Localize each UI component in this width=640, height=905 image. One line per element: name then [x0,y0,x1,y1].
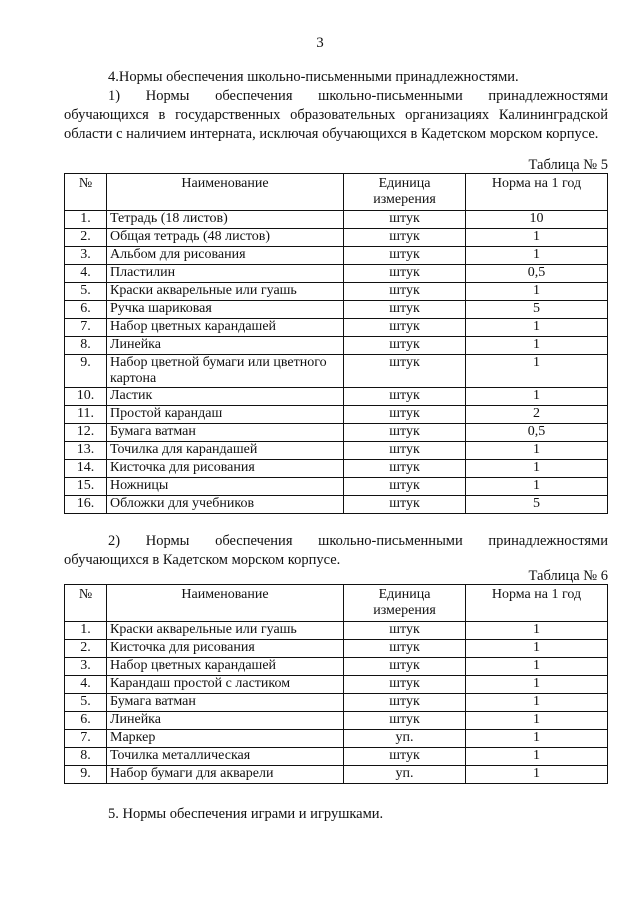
table-6 [64,584,608,784]
unit-cell: штук [344,424,466,442]
annual-norm-cell: 1 [466,337,608,355]
item-name-cell: Карандаш простой с ластиком [107,676,344,694]
unit-cell: штук [344,694,466,712]
item-name-cell: Точилка металлическая [107,748,344,766]
table-row [65,712,608,730]
table-row [65,247,608,265]
annual-norm-cell: 1 [466,658,608,676]
table-6-body [65,622,608,784]
row-number-cell: 1. [65,211,107,229]
unit-cell: штук [344,460,466,478]
item-name-cell: Пластилин [107,265,344,283]
unit-cell: штук [344,442,466,460]
unit-cell: штук [344,622,466,640]
table-row [65,265,608,283]
unit-cell: штук [344,748,466,766]
item-name-cell: Краски акварельные или гуашь [107,622,344,640]
unit-cell: штук [344,496,466,514]
row-number-cell: 5. [65,694,107,712]
unit-cell: штук [344,247,466,265]
column-header-unit: Единица измерения [344,585,466,622]
annual-norm-cell: 1 [466,460,608,478]
row-number-cell: 16. [65,496,107,514]
item-name-cell: Тетрадь (18 листов) [107,211,344,229]
table-row [65,424,608,442]
item-name-cell: Набор цветных карандашей [107,319,344,337]
row-number-cell: 7. [65,319,107,337]
annual-norm-cell: 1 [466,694,608,712]
table-row [65,301,608,319]
unit-cell: штук [344,388,466,406]
column-header-name: Наименование [107,174,344,211]
item-name-cell: Бумага ватман [107,424,344,442]
item-name-cell: Краски акварельные или гуашь [107,283,344,301]
unit-cell: штук [344,406,466,424]
item-name-cell: Ластик [107,388,344,406]
item-name-cell: Бумага ватман [107,694,344,712]
unit-cell: штук [344,301,466,319]
row-number-cell: 3. [65,658,107,676]
row-number-cell: 4. [65,265,107,283]
section-4-heading: 4.Нормы обеспечения школьно-письменными принадлежностями. [108,69,519,85]
annual-norm-cell: 1 [466,730,608,748]
table-5-body [65,211,608,514]
row-number-cell: 7. [65,730,107,748]
table-row [65,211,608,229]
annual-norm-cell: 1 [466,247,608,265]
table-row [65,766,608,784]
unit-cell: штук [344,337,466,355]
annual-norm-cell: 1 [466,478,608,496]
row-number-cell: 12. [65,424,107,442]
item-name-cell: Общая тетрадь (48 листов) [107,229,344,247]
column-header-num: № [65,174,107,211]
table-row [65,319,608,337]
row-number-cell: 5. [65,283,107,301]
row-number-cell: 11. [65,406,107,424]
table-row [65,229,608,247]
annual-norm-cell: 10 [466,211,608,229]
unit-cell: штук [344,658,466,676]
table-row [65,406,608,424]
table-5 [64,173,608,514]
row-number-cell: 1. [65,622,107,640]
annual-norm-cell: 0,5 [466,424,608,442]
table-row [65,730,608,748]
section-4-paragraph-1-text: 1) Нормы обеспечения школьно-письменными принадлежностями обучающихся в государственных образовательных организациях Калининградской области с наличием интерната, исключая обучающихся в Кадетском морском корпусе. [64,88,608,142]
annual-norm-cell: 1 [466,442,608,460]
unit-cell: штук [344,319,466,337]
unit-cell: штук [344,211,466,229]
row-number-cell: 15. [65,478,107,496]
item-name-cell: Альбом для рисования [107,247,344,265]
item-name-cell: Обложки для учебников [107,496,344,514]
unit-cell: штук [344,640,466,658]
annual-norm-cell: 1 [466,676,608,694]
table-row [65,460,608,478]
row-number-cell: 2. [65,640,107,658]
row-number-cell: 4. [65,676,107,694]
item-name-cell: Простой карандаш [107,406,344,424]
table-row [65,478,608,496]
table-row [65,337,608,355]
section-4-paragraph-1 [64,87,608,144]
annual-norm-cell: 1 [466,622,608,640]
row-number-cell: 3. [65,247,107,265]
row-number-cell: 2. [65,229,107,247]
annual-norm-cell: 1 [466,319,608,337]
unit-cell: штук [344,478,466,496]
unit-cell: штук [344,712,466,730]
row-number-cell: 9. [65,355,107,388]
column-header-norm: Норма на 1 год [466,174,608,211]
annual-norm-cell: 0,5 [466,265,608,283]
table-header-row [65,585,608,622]
table-row [65,622,608,640]
item-name-cell: Точилка для карандашей [107,442,344,460]
item-name-cell: Маркер [107,730,344,748]
item-name-cell: Набор бумаги для акварели [107,766,344,784]
annual-norm-cell: 2 [466,406,608,424]
row-number-cell: 6. [65,301,107,319]
column-header-norm: Норма на 1 год [466,585,608,622]
item-name-cell: Ручка шариковая [107,301,344,319]
row-number-cell: 8. [65,337,107,355]
annual-norm-cell: 1 [466,283,608,301]
table-row [65,640,608,658]
item-name-cell: Набор цветной бумаги или цветного картона [107,355,344,388]
unit-cell: штук [344,283,466,301]
row-number-cell: 6. [65,712,107,730]
item-name-cell: Ножницы [107,478,344,496]
section-4-paragraph-2 [64,532,608,570]
unit-cell: штук [344,676,466,694]
annual-norm-cell: 1 [466,712,608,730]
annual-norm-cell: 1 [466,640,608,658]
section-5-heading: 5. Нормы обеспечения играми и игрушками. [108,806,384,822]
annual-norm-cell: 5 [466,496,608,514]
item-name-cell: Линейка [107,712,344,730]
unit-cell: штук [344,355,466,388]
row-number-cell: 14. [65,460,107,478]
unit-cell: штук [344,265,466,283]
item-name-cell: Линейка [107,337,344,355]
annual-norm-cell: 5 [466,301,608,319]
column-header-unit: Единица измерения [344,174,466,211]
table-row [65,442,608,460]
row-number-cell: 10. [65,388,107,406]
table-5-caption: Таблица № 5 [528,157,608,173]
table-row [65,658,608,676]
column-header-name: Наименование [107,585,344,622]
row-number-cell: 13. [65,442,107,460]
row-number-cell: 8. [65,748,107,766]
table-row [65,676,608,694]
item-name-cell: Кисточка для рисования [107,640,344,658]
unit-cell: уп. [344,766,466,784]
column-header-num: № [65,585,107,622]
annual-norm-cell: 1 [466,766,608,784]
annual-norm-cell: 1 [466,355,608,388]
item-name-cell: Кисточка для рисования [107,460,344,478]
annual-norm-cell: 1 [466,229,608,247]
table-row [65,388,608,406]
table-header-row [65,174,608,211]
unit-cell: штук [344,229,466,247]
section-4-paragraph-2-text: 2) Нормы обеспечения школьно-письменными принадлежностями обучающихся в Кадетском морском корпусе. [64,533,608,568]
row-number-cell: 9. [65,766,107,784]
annual-norm-cell: 1 [466,748,608,766]
table-row [65,283,608,301]
annual-norm-cell: 1 [466,388,608,406]
table-row [65,748,608,766]
item-name-cell: Набор цветных карандашей [107,658,344,676]
page-number: 3 [316,35,324,51]
table-row [65,694,608,712]
table-row [65,355,608,388]
table-6-caption: Таблица № 6 [528,568,608,584]
table-row [65,496,608,514]
unit-cell: уп. [344,730,466,748]
